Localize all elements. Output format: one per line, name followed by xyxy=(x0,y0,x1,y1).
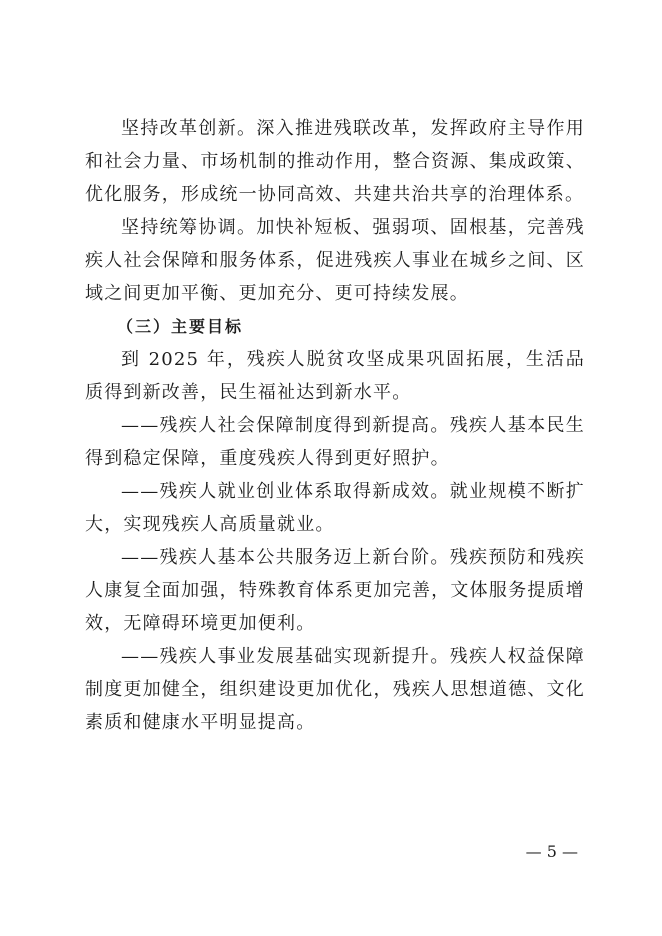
goal-item-public-services: ——残疾人基本公共服务迈上新台阶。残疾预防和残疾人康复全面加强，特殊教育体系更加完善，文体服务提质增效，无障碍环境更加便利。 xyxy=(85,547,585,634)
goal-item-social-security: ——残疾人社会保障制度得到新提高。残疾人基本民生得到稳定保障，重度残疾人得到更好照护。 xyxy=(85,415,585,469)
page-number: — 5 — xyxy=(525,842,578,861)
section-heading: （三）主要目标 xyxy=(117,317,244,336)
body-text xyxy=(85,112,585,739)
paragraph-goals-intro: 到 2025 年，残疾人脱贫攻坚成果巩固拓展，生活品质得到新改善，民生福祉达到新水平。 xyxy=(85,349,585,403)
goal-item-development-foundation: ——残疾人事业发展基础实现新提升。残疾人权益保障制度更加健全，组织建设更加优化，残疾人思想道德、文化素质和健康水平明显提高。 xyxy=(85,646,585,733)
paragraph-reform-innovation: 坚持改革创新。深入推进残联改革，发挥政府主导作用和社会力量、市场机制的推动作用，整合资源、集成政策、优化服务，形成统一协同高效、共建共治共享的治理体系。 xyxy=(85,118,585,205)
paragraph-coordination: 坚持统筹协调。加快补短板、强弱项、固根基，完善残疾人社会保障和服务体系，促进残疾人事业在城乡之间、区域之间更加平衡、更加充分、更可持续发展。 xyxy=(85,217,585,304)
goal-item-employment: ——残疾人就业创业体系取得新成效。就业规模不断扩大，实现残疾人高质量就业。 xyxy=(85,481,585,535)
